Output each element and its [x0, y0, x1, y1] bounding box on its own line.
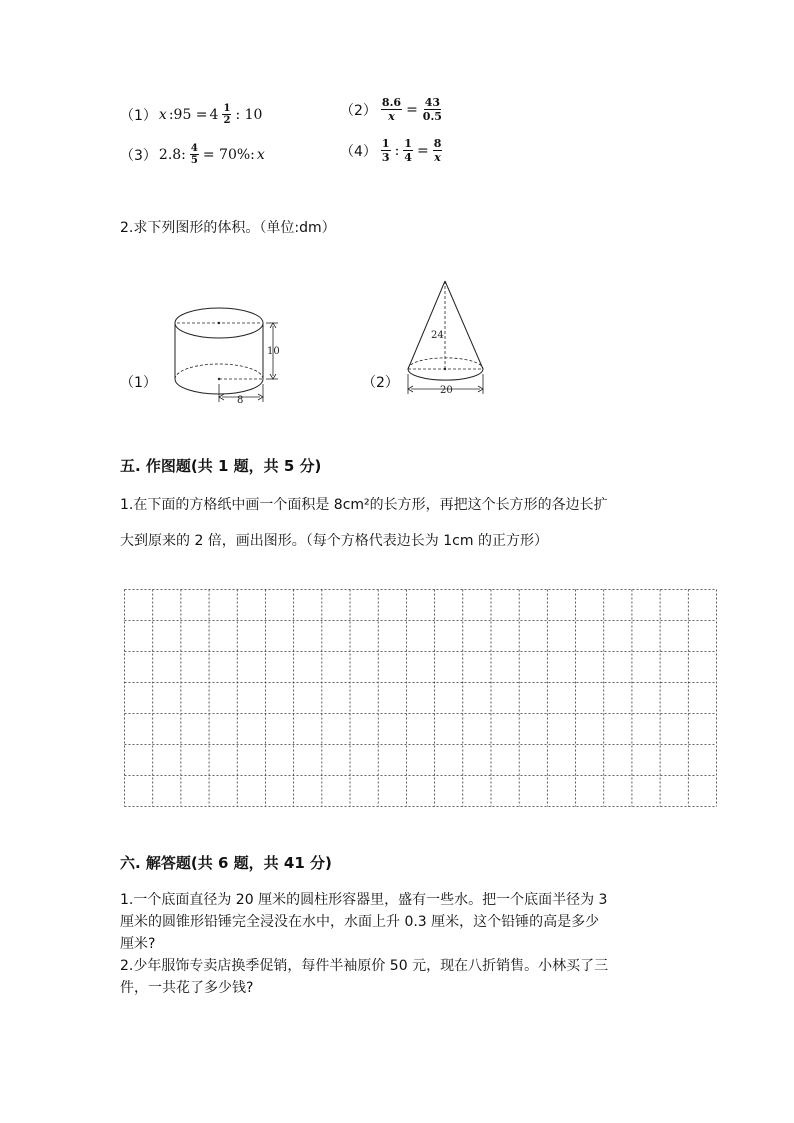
section-6-heading: 六. 解答题(共 6 题，共 41 分) [120, 854, 332, 872]
equation-2-fraction-a [381, 96, 402, 123]
cone-base-back-arc [408, 358, 483, 369]
equation-1-whole: 4 [209, 106, 219, 123]
equation-2-fraction-b [422, 96, 443, 123]
equation-1-label: （1） [120, 107, 157, 124]
fraction-denominator: x [388, 110, 395, 123]
figure-2-label: （2） [362, 375, 399, 391]
equation-1-ratio: :95 = [168, 106, 208, 123]
equation-3-label: （3） [120, 147, 157, 164]
section-6-q1-line-2: 厘米的圆锥形铅锤完全浸没在水中，水面上升 0.3 厘米，这个铅锤的高是多少 [120, 914, 600, 930]
equation-1-tail: : 10 [235, 106, 263, 123]
equation-2-label: （2） [340, 102, 377, 119]
section-6-q1-line-3: 厘米? [120, 936, 156, 952]
fraction-numerator: 8.6 [381, 96, 402, 109]
cone-base-center [444, 368, 446, 370]
cone-right-edge [445, 281, 483, 369]
section-5-question-line-1: 1.在下面的方格纸中画一个面积是 8cm²的长方形，再把这个长方形的各边长扩 [120, 497, 608, 513]
volume-question-prompt: 2.求下列图形的体积。（单位:dm） [120, 220, 336, 236]
cone-height-label: 24 [431, 330, 444, 341]
equation-1-fraction [222, 103, 231, 126]
cone-base-front-arc [408, 369, 483, 380]
fraction-numerator: 4 [190, 143, 198, 154]
grid-paper[interactable] [123, 588, 719, 812]
fraction-numerator: 1 [381, 137, 390, 150]
cylinder-bottom-back-arc [175, 364, 263, 379]
fraction-numerator: 1 [404, 137, 412, 150]
figure-1-label: （1） [120, 375, 157, 391]
fraction-denominator: 5 [190, 155, 198, 166]
equation-4-colon: : [394, 142, 400, 159]
cone-figure [400, 276, 495, 401]
grid-svg [123, 588, 719, 808]
section-6-q1-line-1: 1.一个底面直径为 20 厘米的圆柱形容器里，盛有一些水。把一个底面半径为 3 [120, 892, 608, 908]
fraction-numerator: 1 [223, 103, 231, 114]
equation-4-label: （4） [340, 143, 377, 160]
fraction-numerator: 8 [433, 137, 442, 150]
equation-1 [120, 103, 262, 126]
equation-1-variable: x [158, 106, 167, 123]
equation-3 [120, 143, 265, 166]
equation-2-equals: = [406, 101, 418, 118]
fraction-numerator: 43 [424, 96, 441, 109]
equation-3-variable: x [256, 146, 265, 163]
fraction-denominator: x [434, 151, 441, 164]
section-5-heading: 五. 作图题(共 1 题，共 5 分) [120, 457, 322, 475]
cone-diameter-label: 20 [440, 385, 453, 396]
fraction-denominator: 4 [404, 151, 412, 164]
section-5-question-line-2: 大到原来的 2 倍，画出图形。（每个方格代表边长为 1cm 的正方形） [120, 533, 548, 549]
fraction-denominator: 3 [381, 151, 390, 164]
cylinder-height-label: 10 [267, 346, 280, 357]
section-6-q2-line-1: 2.少年服饰专卖店换季促销，每件半袖原价 50 元，现在八折销售。小林买了三 [120, 958, 609, 974]
cylinder-figure [168, 302, 288, 407]
cone-left-edge [408, 281, 445, 369]
equation-4-fraction-c [433, 137, 443, 164]
equation-4-fraction-a [381, 137, 391, 164]
section-6-q2-line-2: 件，一共花了多少钱? [120, 980, 254, 996]
equation-2 [340, 96, 445, 123]
cylinder-top-center [218, 322, 220, 324]
fraction-denominator: 0.5 [422, 110, 442, 123]
fraction-denominator: 2 [223, 115, 231, 126]
equation-4-equals: = [416, 142, 429, 159]
equation-3-tail: = 70%: [202, 146, 255, 163]
equation-3-lead: 2.8: [158, 146, 186, 163]
equation-4-fraction-b [403, 137, 413, 164]
cylinder-radius-label: 8 [237, 395, 244, 406]
equation-4 [340, 137, 444, 164]
equation-3-fraction [190, 143, 199, 166]
